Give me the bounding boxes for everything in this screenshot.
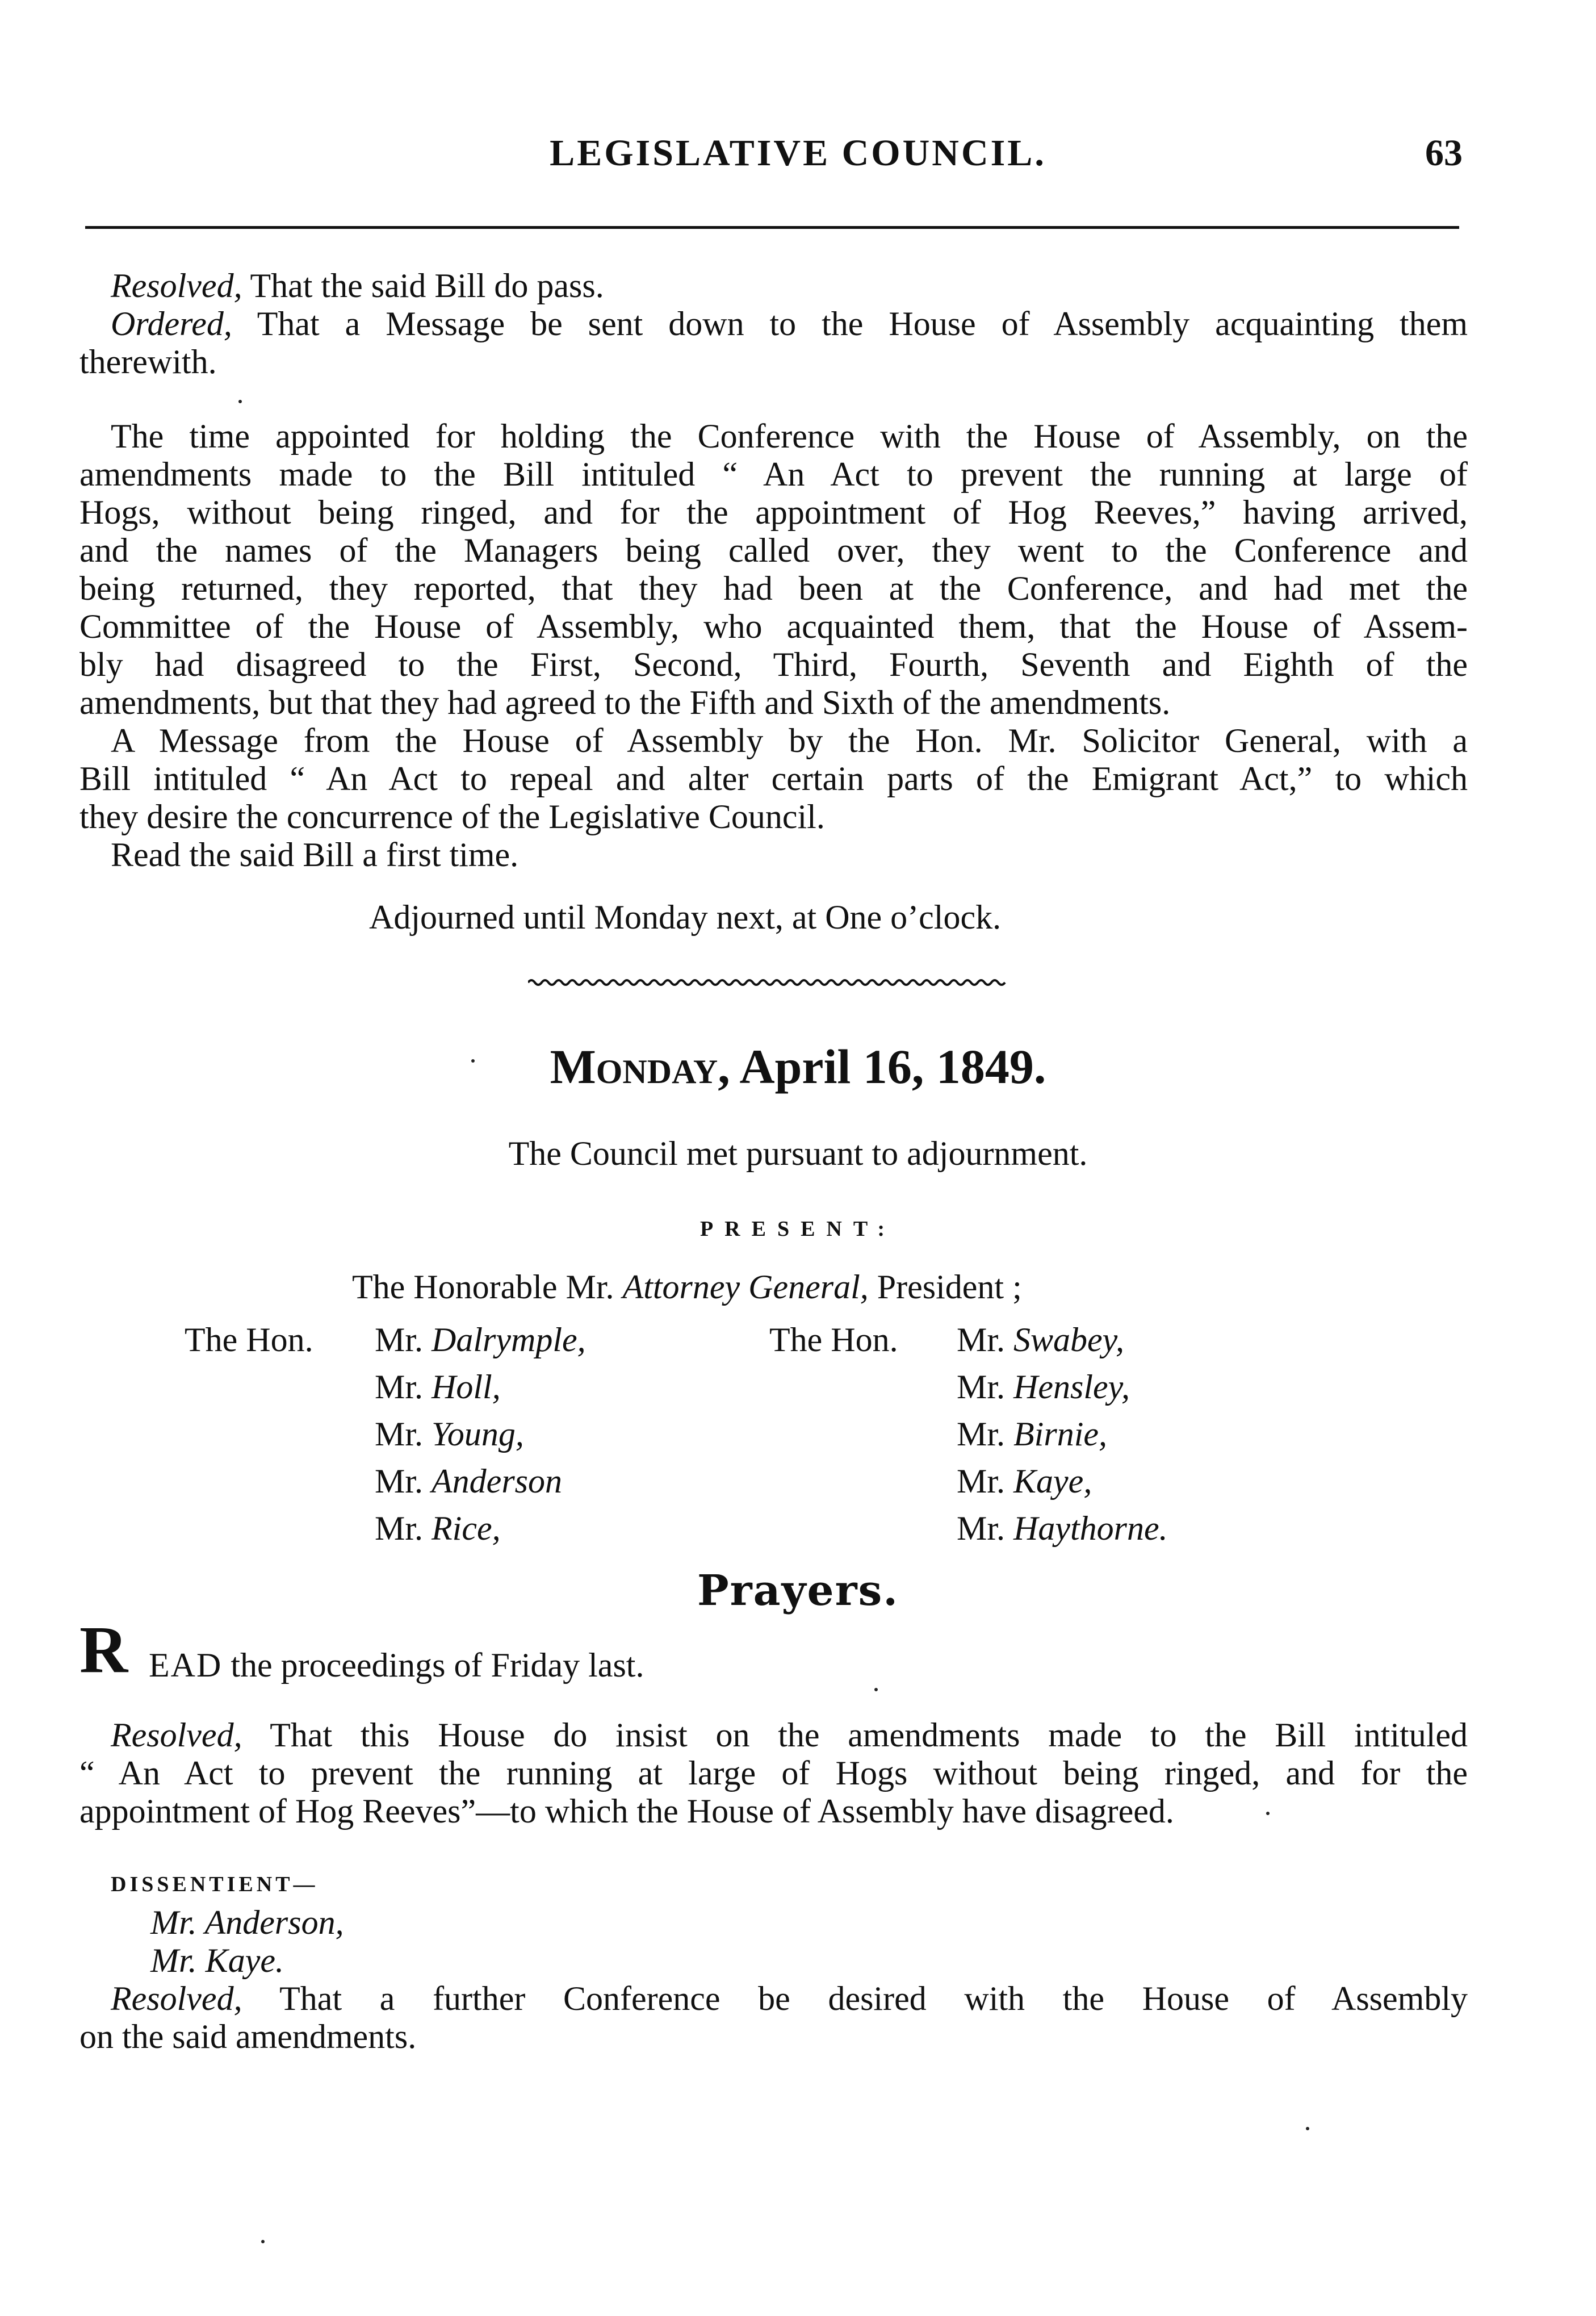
council-met-line: The Council met pursuant to adjournment. xyxy=(508,1135,1088,1172)
member-left-1: Mr. Dalrymple, xyxy=(375,1321,586,1358)
resolved-label: Resolved, xyxy=(111,267,242,304)
date: April 16, 1849. xyxy=(739,1039,1046,1094)
ordered-line-2: therewith. xyxy=(79,343,217,381)
conference-line-4: and the names of the Managers being called over, they went to the Conference and xyxy=(79,532,1468,569)
conference-line-8: amendments, but that they had agreed to the Fifth and Sixth of the amendments. xyxy=(79,684,1171,721)
conference-line-7: bly had disagreed to the First, Second, Third, Fourth, Seventh and Eighth of the xyxy=(79,646,1468,683)
read-text: the proceedings of Friday last. xyxy=(231,1646,644,1684)
insist-line-2: “ An Act to prevent the running at large of Hogs without being ringed, and for the xyxy=(79,1754,1468,1792)
dissent-member-2: Mr. Kaye. xyxy=(150,1942,284,1979)
ornamental-divider xyxy=(528,977,1011,988)
insist-label: Resolved, xyxy=(111,1716,242,1754)
conference-line-5: being returned, they reported, that they had been at the Conference, and had met the xyxy=(79,570,1468,607)
conference-line-2: amendments made to the Bill intituled “ An Act to prevent the running at large of xyxy=(79,455,1468,493)
member-left-3: Mr. Young, xyxy=(375,1415,524,1453)
member-right-3: Mr. Birnie, xyxy=(957,1415,1108,1453)
further-conference-line-2: on the said amendments. xyxy=(79,2018,417,2055)
further-conference-line-1: Resolved, That a further Conference be desired with the House of Assembly xyxy=(111,1980,1468,2017)
header-rule xyxy=(85,226,1459,229)
opening-ordered xyxy=(111,305,1468,343)
message-line-3: they desire the concurrence of the Legislative Council. xyxy=(79,798,825,835)
member-left-5: Mr. Rice, xyxy=(375,1510,501,1547)
ordered-label: Ordered, xyxy=(111,305,232,342)
president-line xyxy=(352,1268,1022,1307)
conference-line-1: The time appointed for holding the Conference with the House of Assembly, on the xyxy=(111,417,1468,455)
speck xyxy=(1266,1812,1270,1815)
president-name: Attorney General, xyxy=(622,1268,869,1306)
message-line-4: Read the said Bill a first time. xyxy=(111,836,519,873)
conference-line-3: Hogs, without being ringed, and for the appointment of Hog Reeves,” having arrived, xyxy=(79,494,1468,531)
conference-line-6: Committee of the House of Assembly, who acquainted them, that the House of Assem- xyxy=(79,608,1468,645)
speck xyxy=(874,1688,878,1691)
message-line-2: Bill intituled “ An Act to repeal and alter certain parts of the Emigrant Act,” to which xyxy=(79,760,1468,797)
speck xyxy=(471,1059,475,1063)
president-title: President ; xyxy=(877,1268,1022,1306)
member-left-4: Mr. Anderson xyxy=(375,1462,563,1500)
message-line-1: A Message from the House of Assembly by the Hon. Mr. Solicitor General, with a xyxy=(111,722,1468,759)
member-right-2: Mr. Hensley, xyxy=(957,1368,1130,1406)
member-right-5: Mr. Haythorne. xyxy=(957,1510,1168,1547)
member-right-4: Mr. Kaye, xyxy=(957,1462,1092,1500)
insist-line-3: appointment of Hog Reeves”—to which the House of Assembly have disagreed. xyxy=(79,1792,1174,1830)
running-header-title: LEGISLATIVE COUNCIL. xyxy=(550,132,1046,174)
speck xyxy=(261,2240,265,2243)
speck xyxy=(1306,2127,1309,2130)
hon-label-right: The Hon. xyxy=(769,1321,898,1358)
opening-resolved xyxy=(111,267,604,305)
read-small-caps: EAD xyxy=(149,1646,223,1684)
insist-line-1: Resolved, That this House do insist on the amendments made to the Bill intituled xyxy=(111,1716,1468,1754)
sitting-date-heading xyxy=(0,1038,1596,1095)
hon-label-left: The Hon. xyxy=(185,1321,313,1358)
ordered-line-1: That a Message be sent down to the House of Assembly acquainting them xyxy=(257,305,1468,342)
member-right-1: Mr. Swabey, xyxy=(957,1321,1125,1358)
president-prefix: The Honorable Mr. xyxy=(352,1268,614,1306)
page-number: 63 xyxy=(1425,132,1463,174)
member-left-2: Mr. Holl, xyxy=(375,1368,501,1406)
read-proceedings-line xyxy=(149,1646,644,1685)
adjournment-line: Adjourned until Monday next, at One o’clock. xyxy=(369,898,1002,936)
further-conference-label: Resolved, xyxy=(111,1980,242,2017)
prayers-heading: Prayers. xyxy=(697,1566,899,1615)
speck xyxy=(238,400,242,403)
dissent-member-1: Mr. Anderson, xyxy=(150,1904,344,1941)
read-drop-cap: R xyxy=(79,1612,128,1687)
present-label: PRESENT: xyxy=(699,1217,897,1241)
resolved-text: That the said Bill do pass. xyxy=(250,267,604,304)
dissentient-label: DISSENTIENT— xyxy=(111,1872,319,1896)
weekday: Monday, xyxy=(550,1039,730,1094)
